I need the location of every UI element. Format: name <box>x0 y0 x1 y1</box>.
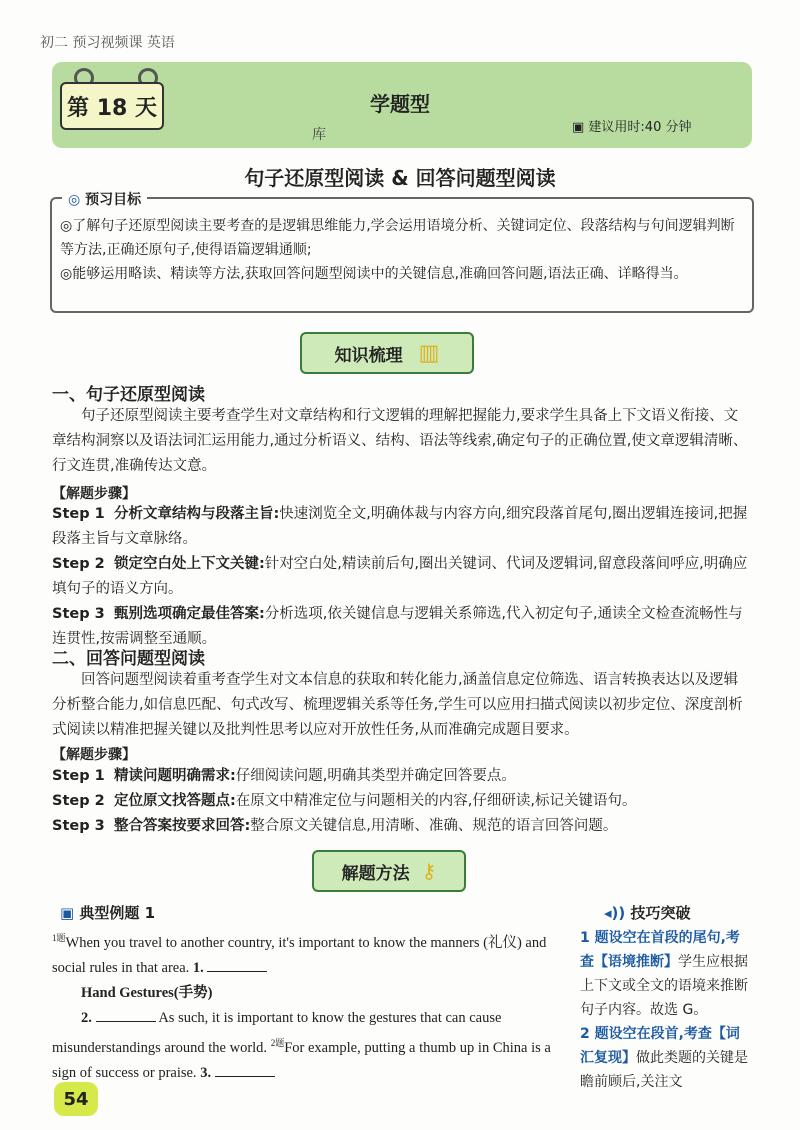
step-text: 针对空白处,精读前后句,圈出关键词、代词及逻辑词,留意段落间呼应,明确应填句子的语义方向。 <box>52 556 748 597</box>
step-text: 整合原文关键信息,用清晰、准确、规范的语言回答问题。 <box>250 818 618 834</box>
example-icon: ▣ <box>60 904 75 922</box>
step-title: 定位原文找答题点: <box>113 793 236 809</box>
banner-small-text: 库 <box>312 127 326 143</box>
tips-heading-text: 技巧突破 <box>630 904 691 922</box>
step-number: Step 1 <box>52 506 105 522</box>
page-title: 句子还原型阅读 & 回答问题型阅读 <box>244 166 556 190</box>
section-pill-method <box>312 850 466 892</box>
answer-blank <box>96 1021 156 1022</box>
example-heading-text: 典型例题 1 <box>79 904 156 922</box>
step-text: 快速浏览全文,明确体裁与内容方向,细究段落首尾句,圈出逻辑连接词,把握段落主旨与文章脉络。 <box>52 506 748 547</box>
blank-number: 1. <box>192 959 204 976</box>
answer-blank <box>207 971 267 972</box>
step-text: 在原文中精准定位与问题相关的内容,仔细研读,标记关键语句。 <box>235 793 637 809</box>
part2-step <box>52 814 752 839</box>
question-marker: 2题 <box>270 1037 285 1048</box>
passage-text: For example, putting a thumb up in China is a sign of success or praise. <box>52 1039 551 1081</box>
suggested-time <box>572 116 691 135</box>
step-number: Step 1 <box>52 768 105 784</box>
step-title: 甄别选项确定最佳答案: <box>113 606 265 622</box>
part1-step <box>52 552 752 602</box>
running-head: 初二 预习视频课 英语 <box>40 35 175 51</box>
key-icon: ⚷ <box>421 859 437 883</box>
speaker-icon: ◂)) <box>604 904 626 922</box>
part2-heading: 二、回答问题型阅读 <box>52 649 205 669</box>
example-passage <box>52 926 562 1086</box>
goal-item: ◎能够运用略读、精读等方法,获取回答问题型阅读中的关键信息,准确回答问题,语法正确、详略得当。 <box>60 266 688 282</box>
passage-subheading: Hand Gestures(手势) <box>81 984 213 1001</box>
part2-intro: 回答问题型阅读着重考查学生对文本信息的获取和转化能力,涵盖信息定位筛选、语言转换表达以及逻辑分析整合能力,如信息匹配、句式改写、梳理逻辑关系等任务,学生可以应用扫描式阅读以初步定位、深度剖析式阅读以精准把握关键以及批判性思考以应对开放性任务,从而准确完成题目要求。 <box>52 672 743 738</box>
part1-step <box>52 502 752 552</box>
step-number: Step 3 <box>52 606 105 622</box>
step-text: 仔细阅读问题,明确其类型并确定回答要点。 <box>235 768 516 784</box>
step-text: 分析选项,依关键信息与逻辑关系筛选,代入初定句子,通读全文检查流畅性与连贯性,按需调整至通顺。 <box>52 606 743 647</box>
step-title: 精读问题明确需求: <box>113 768 236 784</box>
banner-title: 学题型 <box>370 92 430 116</box>
step-title: 整合答案按要求回答: <box>113 818 251 834</box>
question-marker: 1题 <box>52 933 66 943</box>
tips-body <box>580 926 752 1094</box>
answer-blank <box>215 1076 275 1077</box>
step-number: Step 3 <box>52 818 105 834</box>
part1-intro: 句子还原型阅读主要考查学生对文章结构和行文逻辑的理解把握能力,要求学生具备上下文语义衔接、文章结构洞察以及语法词汇运用能力,通过分析语义、结构、语法等线索,确定句子的正确位置,使文章逻辑清晰、行文连贯,准确传达文意。 <box>52 408 748 474</box>
goals-heading <box>62 189 147 209</box>
section-pill-knowledge <box>300 332 474 374</box>
section-pill-label: 解题方法 <box>341 863 410 884</box>
tip-text: 做此类题的关键是瞻前顾后,关注文 <box>580 1050 748 1090</box>
part1-steps-label: 【解题步骤】 <box>52 486 136 502</box>
part2-step <box>52 764 752 789</box>
tip-highlight: 2 题设空在段首,考查【词汇复现】 <box>580 1026 740 1066</box>
target-icon: ◎ <box>68 192 81 208</box>
part2-steps-label: 【解题步骤】 <box>52 747 136 763</box>
part2-step <box>52 789 752 814</box>
step-title: 分析文章结构与段落主旨: <box>113 506 280 522</box>
step-title: 锁定空白处上下文关键: <box>113 556 265 572</box>
step-number: Step 2 <box>52 556 105 572</box>
passage-text: As such, it is important to know the gestures that can cause misunderstandings around the world. <box>52 1009 502 1056</box>
goals-list <box>60 214 740 286</box>
tips-heading <box>604 902 691 923</box>
book-icon: ▥ <box>418 340 440 366</box>
blank-number: 2. <box>81 1009 92 1026</box>
day-label: 第 18 天 <box>60 82 164 130</box>
page-number: 54 <box>54 1082 98 1116</box>
passage-text: When you travel to another country, it's important to know the manners (礼仪) and social rules in that area. <box>52 934 547 976</box>
step-number: Step 2 <box>52 793 105 809</box>
example-heading <box>60 902 155 923</box>
goal-item: ◎了解句子还原型阅读主要考查的是逻辑思维能力,学会运用语境分析、关键词定位、段落结构与句间逻辑判断等方法,正确还原句子,使得语篇逻辑通顺; <box>60 218 735 258</box>
blank-number: 3. <box>200 1064 212 1081</box>
section-pill-label: 知识梳理 <box>334 345 403 366</box>
part1-heading: 一、句子还原型阅读 <box>52 385 205 405</box>
suggested-time-text: 建议用时:40 分钟 <box>588 120 692 135</box>
tip-text: 学生应根据上下文或全文的语境来推断句子内容。故选 G。 <box>580 954 748 1018</box>
goals-heading-text: 预习目标 <box>85 192 142 208</box>
clock-icon: ▣ <box>572 120 589 135</box>
tip-highlight: 1 题设空在首段的尾句,考查【语境推断】 <box>580 930 740 970</box>
